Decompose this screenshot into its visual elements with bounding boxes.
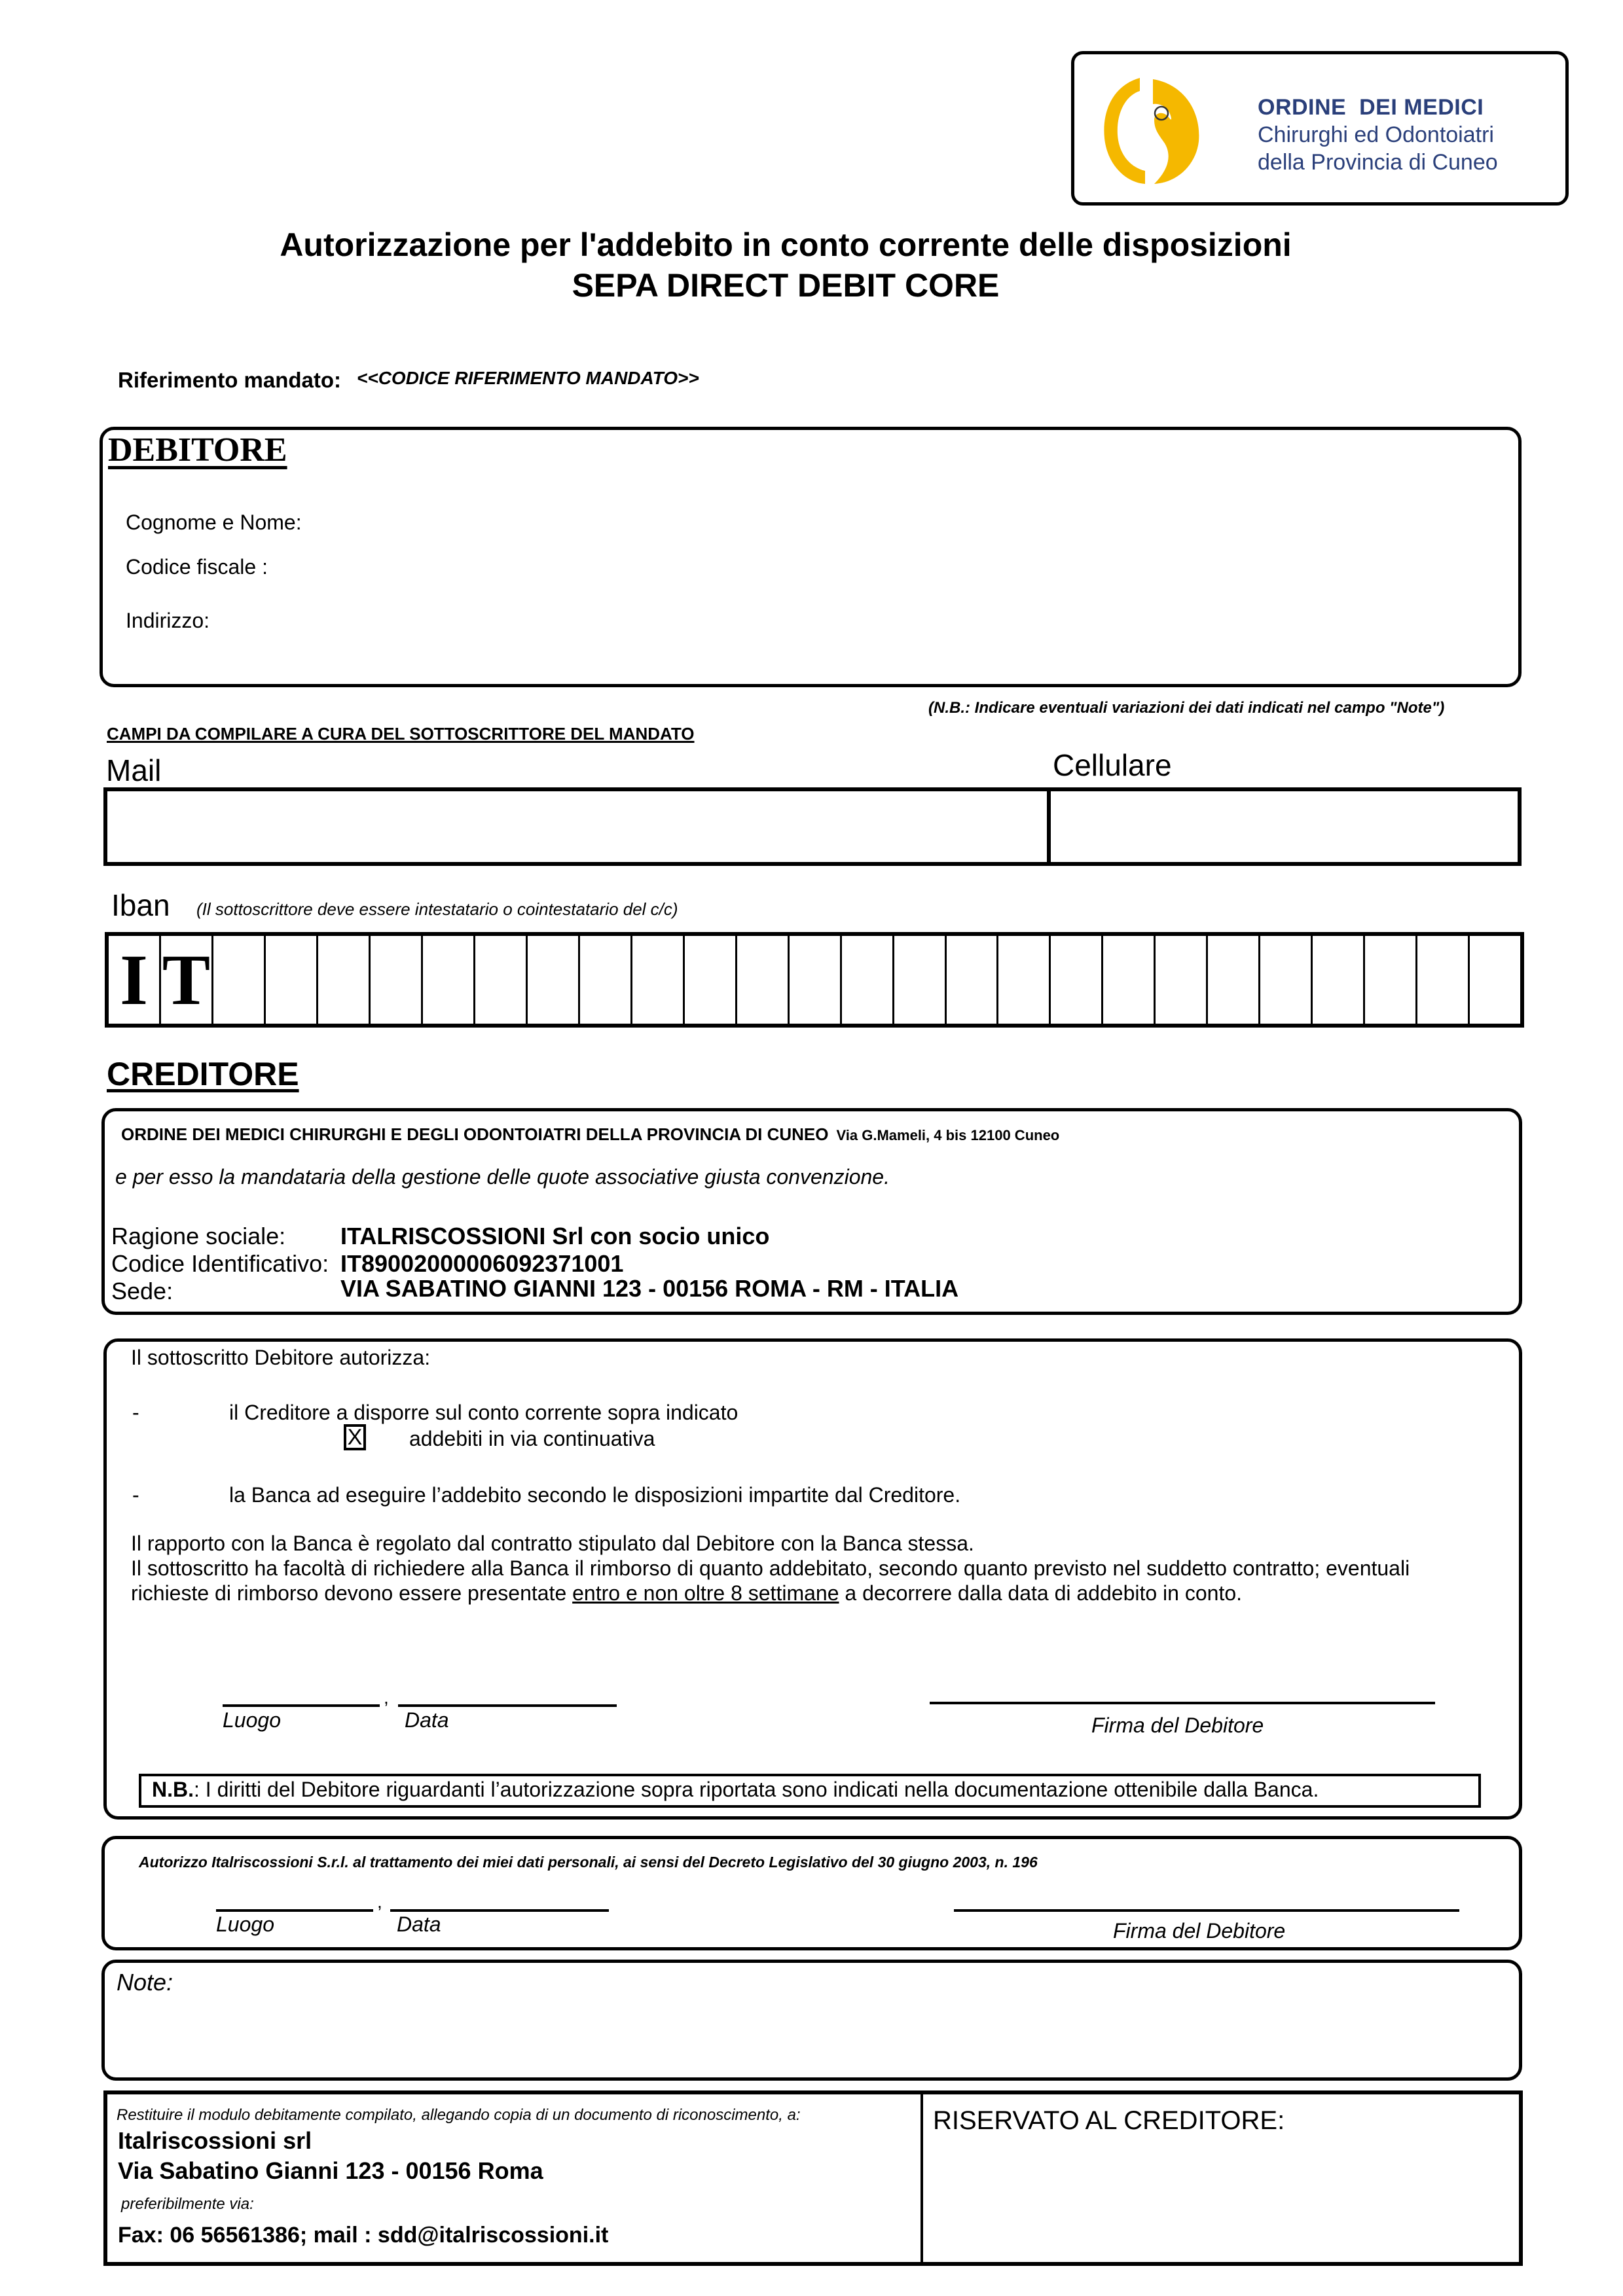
data-label: Data xyxy=(405,1708,449,1732)
rights-note xyxy=(152,1778,1319,1802)
page-title: Autorizzazione per l'addebito in conto corrente delle disposizioni xyxy=(280,226,1292,263)
iban-cell[interactable] xyxy=(213,936,266,1024)
iban-cell[interactable] xyxy=(1417,936,1470,1024)
iban-input-grid[interactable] xyxy=(105,932,1524,1028)
iban-cell[interactable] xyxy=(1365,936,1417,1024)
iban-cell[interactable] xyxy=(1208,936,1260,1024)
iban-cell[interactable] xyxy=(1470,936,1520,1024)
debtor-tax-code-label: Codice fiscale : xyxy=(126,555,268,579)
mandate-reference-value: <<CODICE RIFERIMENTO MANDATO>> xyxy=(357,368,699,388)
privacy-luogo-line[interactable] xyxy=(216,1909,373,1912)
iban-cell[interactable] xyxy=(475,936,528,1024)
iban-cell[interactable] xyxy=(737,936,790,1024)
authorization-bullet-2: la Banca ad eseguire l’addebito secondo le disposizioni impartite dal Creditore. xyxy=(229,1483,961,1507)
bullet-marker: - xyxy=(132,1483,139,1507)
privacy-data-label: Data xyxy=(397,1912,441,1936)
iban-cell[interactable]: T xyxy=(161,936,213,1024)
cellulare-input[interactable] xyxy=(1048,787,1522,866)
signature-line[interactable] xyxy=(930,1702,1435,1704)
ragione-sociale-value: ITALRISCOSSIONI Srl con socio unico xyxy=(340,1223,770,1249)
debtor-name-field[interactable] xyxy=(126,511,302,535)
authorization-bullet-1: il Creditore a disporre sul conto corrente sopra indicato xyxy=(229,1401,739,1424)
rights-note-nb: N.B. xyxy=(152,1778,194,1801)
mandate-reference-label: Riferimento mandato: xyxy=(118,368,342,392)
page-subtitle: SEPA DIRECT DEBIT CORE xyxy=(572,267,1000,304)
comma: , xyxy=(384,1687,389,1708)
authorization-para-3 xyxy=(131,1581,1242,1605)
bullet-marker: - xyxy=(132,1401,139,1424)
privacy-signature-label: Firma del Debitore xyxy=(1113,1919,1286,1943)
iban-cell[interactable] xyxy=(842,936,894,1024)
iban-cell[interactable] xyxy=(947,936,999,1024)
iban-label: Iban xyxy=(111,888,170,922)
mail-input[interactable] xyxy=(103,787,1051,866)
iban-cell[interactable] xyxy=(528,936,580,1024)
debtor-address-field[interactable] xyxy=(126,609,210,633)
signature-label: Firma del Debitore xyxy=(1091,1713,1264,1737)
logo-box xyxy=(1071,51,1569,206)
iban-cell[interactable] xyxy=(1103,936,1156,1024)
iban-cell[interactable] xyxy=(1051,936,1103,1024)
privacy-luogo-label: Luogo xyxy=(216,1912,274,1936)
continuous-debit-label: addebiti in via continuativa xyxy=(409,1427,655,1450)
codice-identificativo-value: IT89002000006092371001 xyxy=(340,1250,624,1277)
privacy-signature-line[interactable] xyxy=(954,1909,1459,1912)
iban-cell[interactable] xyxy=(371,936,423,1024)
reserved-for-creditor-label: RISERVATO AL CREDITORE: xyxy=(933,2106,1285,2135)
ragione-sociale-label: Ragione sociale: xyxy=(111,1223,286,1249)
logo-subtitle-2: della Provincia di Cuneo xyxy=(1258,150,1498,175)
privacy-data-line[interactable] xyxy=(390,1909,609,1912)
preferably-via: preferibilmente via: xyxy=(121,2195,254,2213)
return-address: Via Sabatino Gianni 123 - 00156 Roma xyxy=(118,2157,543,2184)
iban-cell[interactable] xyxy=(266,936,318,1024)
ordine-medici-emblem-icon xyxy=(1099,73,1204,187)
return-contact: Fax: 06 56561386; mail : sdd@italriscossioni.it xyxy=(118,2223,609,2248)
authorization-para-2: Il sottoscritto ha facoltà di richiedere alla Banca il rimborso di quanto addebitato, secondo quanto previsto nel suddetto contratto; eventuali xyxy=(131,1556,1410,1580)
creditor-org-name: ORDINE DEI MEDICI CHIRURGHI E DEGLI ODONTOIATRI DELLA PROVINCIA DI CUNEO xyxy=(121,1124,829,1144)
sede-value: VIA SABATINO GIANNI 123 - 00156 ROMA - RM - ITALIA xyxy=(340,1275,959,1302)
luogo-line[interactable] xyxy=(223,1704,380,1707)
iban-cell[interactable] xyxy=(685,936,737,1024)
debtor-tax-code-field[interactable] xyxy=(126,555,268,579)
sede-label: Sede: xyxy=(111,1278,173,1304)
creditor-org-address: Via G.Mameli, 4 bis 12100 Cuneo xyxy=(836,1127,1060,1143)
logo-subtitle-1: Chirurghi ed Odontoiatri xyxy=(1258,122,1494,147)
return-company: Italriscossioni srl xyxy=(118,2127,312,2154)
continuous-debit-checkbox[interactable]: X xyxy=(344,1424,366,1450)
authorization-intro: Il sottoscritto Debitore autorizza: xyxy=(131,1346,431,1369)
footer-divider xyxy=(921,2090,923,2266)
cellulare-label: Cellulare xyxy=(1053,748,1172,782)
iban-cell[interactable] xyxy=(1156,936,1208,1024)
iban-hint: (Il sottoscrittore deve essere intestatario o cointestatario del c/c) xyxy=(196,899,678,919)
return-instructions: Restituire il modulo debitamente compilato, allegando copia di un documento di riconoscimento, a: xyxy=(117,2106,801,2124)
iban-cell[interactable]: I xyxy=(109,936,161,1024)
creditor-mandate-text: e per esso la mandataria della gestione delle quote associative giusta convenzione. xyxy=(115,1165,890,1189)
para3-text-end: a decorrere dalla data di addebito in conto. xyxy=(839,1581,1243,1605)
iban-cell[interactable] xyxy=(1260,936,1313,1024)
debtor-title: DEBITORE xyxy=(108,431,287,469)
iban-cell[interactable] xyxy=(790,936,842,1024)
creditor-org xyxy=(121,1124,1059,1145)
codice-identificativo-label: Codice Identificativo: xyxy=(111,1250,329,1277)
debtor-section xyxy=(100,427,1522,687)
logo-title: ORDINE DEI MEDICI xyxy=(1258,95,1484,120)
iban-cell[interactable] xyxy=(423,936,475,1024)
note-field[interactable] xyxy=(101,1960,1522,2081)
iban-cell[interactable] xyxy=(318,936,371,1024)
refund-deadline-underlined: entro e non oltre 8 settimane xyxy=(572,1581,839,1605)
iban-cell[interactable] xyxy=(1313,936,1365,1024)
iban-cell[interactable] xyxy=(580,936,632,1024)
debtor-name-label: Cognome e Nome: xyxy=(126,511,302,534)
privacy-consent-text: Autorizzo Italriscossioni S.r.l. al trattamento dei miei dati personali, ai sensi del Decreto Legislativo del 30 giugno 2003, n. 196 xyxy=(139,1854,1038,1871)
luogo-label: Luogo xyxy=(223,1708,281,1732)
subscriber-section-title: CAMPI DA COMPILARE A CURA DEL SOTTOSCRITTORE DEL MANDATO xyxy=(107,724,695,744)
note-label: Note: xyxy=(117,1969,173,1996)
para3-text: richieste di rimborso devono essere presentate xyxy=(131,1581,573,1605)
debtor-address-label: Indirizzo: xyxy=(126,609,210,632)
rights-note-text: : I diritti del Debitore riguardanti l’autorizzazione sopra riportata sono indicati nella documentazione ottenibile dalla Banca. xyxy=(194,1778,1319,1801)
data-line[interactable] xyxy=(398,1704,617,1707)
creditor-title: CREDITORE xyxy=(107,1056,299,1092)
iban-cell[interactable] xyxy=(998,936,1051,1024)
authorization-para-1: Il rapporto con la Banca è regolato dal contratto stipulato dal Debitore con la Banca stessa. xyxy=(131,1532,974,1555)
comma: , xyxy=(377,1892,382,1912)
iban-cell[interactable] xyxy=(632,936,685,1024)
mail-label: Mail xyxy=(106,753,162,787)
variations-note: (N.B.: Indicare eventuali variazioni dei dati indicati nel campo "Note") xyxy=(928,699,1445,717)
iban-cell[interactable] xyxy=(894,936,947,1024)
